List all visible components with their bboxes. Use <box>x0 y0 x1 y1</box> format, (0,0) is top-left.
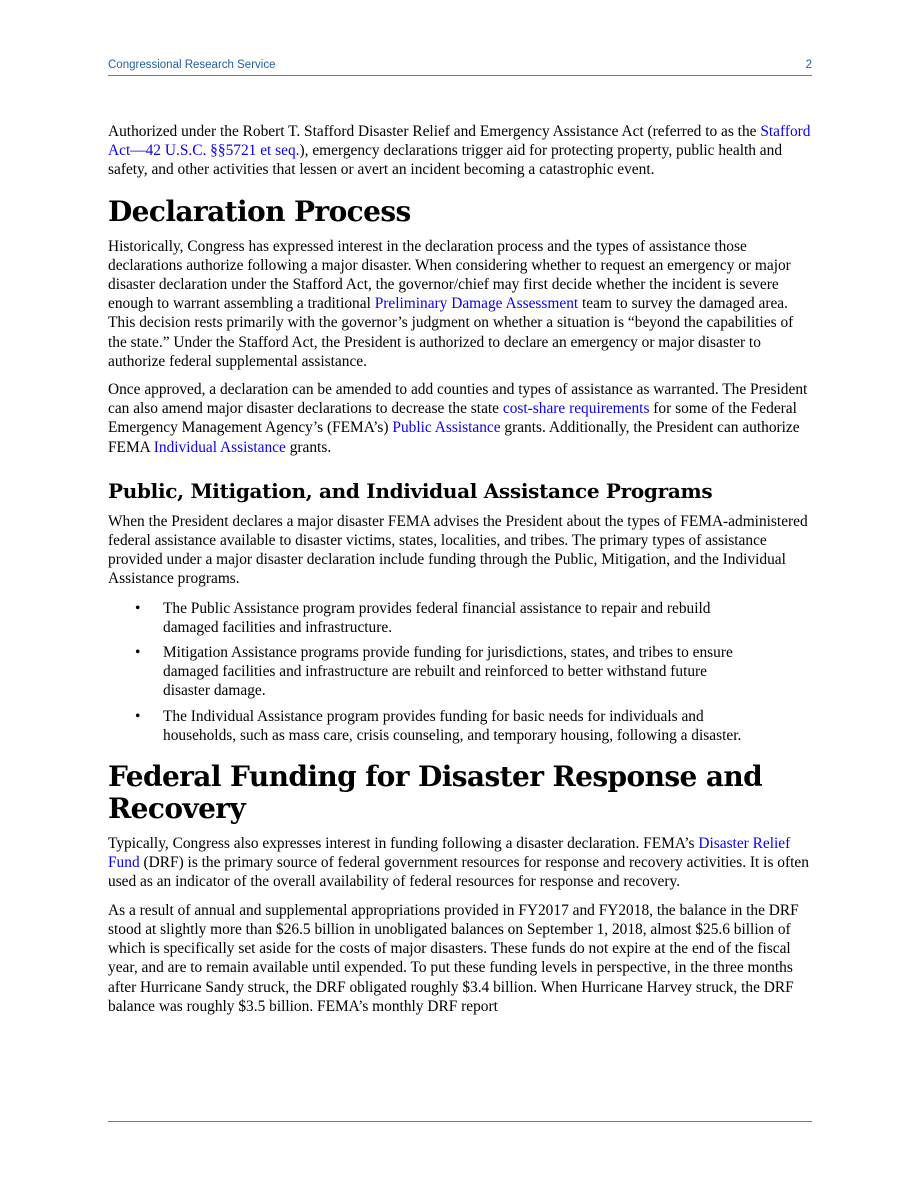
list-item <box>108 599 812 637</box>
public-assistance-link[interactable]: Public Assistance <box>392 419 501 437</box>
header-publisher: Congressional Research Service <box>108 59 276 71</box>
intro-text-1: Authorized under the Robert T. Stafford Disaster Relief and Emergency Assistance Act (referred to as the <box>108 123 761 140</box>
preliminary-damage-assessment-link[interactable]: Preliminary Damage Assessment <box>374 295 579 313</box>
section-heading-federal-funding: Federal Funding for Disaster Response and Recovery <box>108 760 763 826</box>
funding-paragraph-2: As a result of annual and supplemental appropriations provided in FY2017 and FY2018, the balance in the DRF stood at slightly more than $26.5 billion in unobligated balances on September 1, 2018, almost $25.6 billion of which is specifically set aside for the costs of major disasters. These funds do not expire at the end of the fiscal year, and are to remain available until expended. To put these funding levels in perspective, in the three months after Hurricane Sandy struck, the DRF obligated roughly $3.4 billion. When Hurricane Harvey struck, the DRF balance was roughly $3.5 billion. FEMA’s monthly DRF report <box>108 901 799 1015</box>
declaration-p2-text-3: grants. Additionally, the President can authorize FEMA <box>108 419 800 456</box>
funding-p1-text-1: Typically, Congress also expresses interest in funding following a disaster declaration. FEMA’s <box>108 835 699 853</box>
list-item-text: Mitigation Assistance programs provide funding for jurisdictions, states, and tribes to ensure damaged facilities and infrastructure are rebuilt and reinforced to better withstand future disaster damage. <box>163 644 733 700</box>
bullet-icon: • <box>135 599 141 617</box>
page-body <box>108 122 812 1025</box>
section-heading-declaration-process: Declaration Process <box>108 194 411 228</box>
funding-paragraph-1 <box>108 834 812 892</box>
declaration-p1-text-2: team to survey the damaged area. This decision rests primarily with the governor’s judgment on whether a situation is “beyond the capabilities of the state.” Under the Stafford Act, the President is authorized to declare an emergency or major disaster to authorize federal supplemental assistance. <box>108 295 794 370</box>
stafford-act-link[interactable]: Stafford Act—42 U.S.C. §§5721 et seq. <box>108 123 811 160</box>
list-item <box>108 643 812 701</box>
footer-rule <box>108 1121 812 1122</box>
declaration-p2-text-4: grants. <box>285 438 332 456</box>
declaration-paragraph-2 <box>108 380 812 457</box>
funding-p1-text-2: (DRF) is the primary source of federal government resources for response and recovery activities. It is often used as an indicator of the overall availability of federal resources for response and recovery. <box>108 854 809 891</box>
page-number: 2 <box>805 59 812 71</box>
bullet-icon: • <box>135 644 141 662</box>
declaration-p2-text-2: for some of the Federal Emergency Management Agency’s (FEMA’s) <box>108 400 797 437</box>
individual-assistance-link[interactable]: Individual Assistance <box>153 438 286 456</box>
list-item-text: The Public Assistance program provides federal financial assistance to repair and rebuild damaged facilities and infrastructure. <box>163 599 711 636</box>
declaration-paragraph-1 <box>108 237 812 371</box>
assistance-programs-paragraph: When the President declares a major disaster FEMA advises the President about the types of FEMA-administered federal assistance available to disaster victims, states, localities, and tribes. The primary types of assistance provided under a major disaster declaration include funding through the Public, Mitigation, and the Individual Assistance programs. <box>108 512 808 588</box>
intro-text-2: ), emergency declarations trigger aid for protecting property, public health and safety, and other activities that lessen or avert an incident becoming a catastrophic event. <box>108 142 783 179</box>
intro-paragraph <box>108 122 812 180</box>
bullet-icon: • <box>135 707 141 725</box>
disaster-relief-fund-link[interactable]: Disaster Relief Fund <box>108 835 791 872</box>
subsection-heading-assistance-programs: Public, Mitigation, and Individual Assistance Programs <box>108 478 713 503</box>
running-header <box>108 58 812 76</box>
declaration-p1-text-1: Historically, Congress has expressed interest in the declaration process and the types of assistance those declarations authorize following a major disaster. When considering whether to request an emergency or major disaster declaration under the Stafford Act, the governor/chief may first decide whether the incident is severe enough to warrant assembling a traditional <box>108 237 791 313</box>
assistance-programs-list <box>108 599 812 745</box>
declaration-p2-text-1: Once approved, a declaration can be amended to add counties and types of assistance as warranted. The President can also amend major disaster declarations to decrease the state <box>108 381 808 418</box>
list-item <box>108 707 812 745</box>
cost-share-requirements-link[interactable]: cost-share requirements <box>502 400 650 418</box>
list-item-text: The Individual Assistance program provides funding for basic needs for individuals and households, such as mass care, crisis counseling, and temporary housing, following a disaster. <box>163 707 742 744</box>
